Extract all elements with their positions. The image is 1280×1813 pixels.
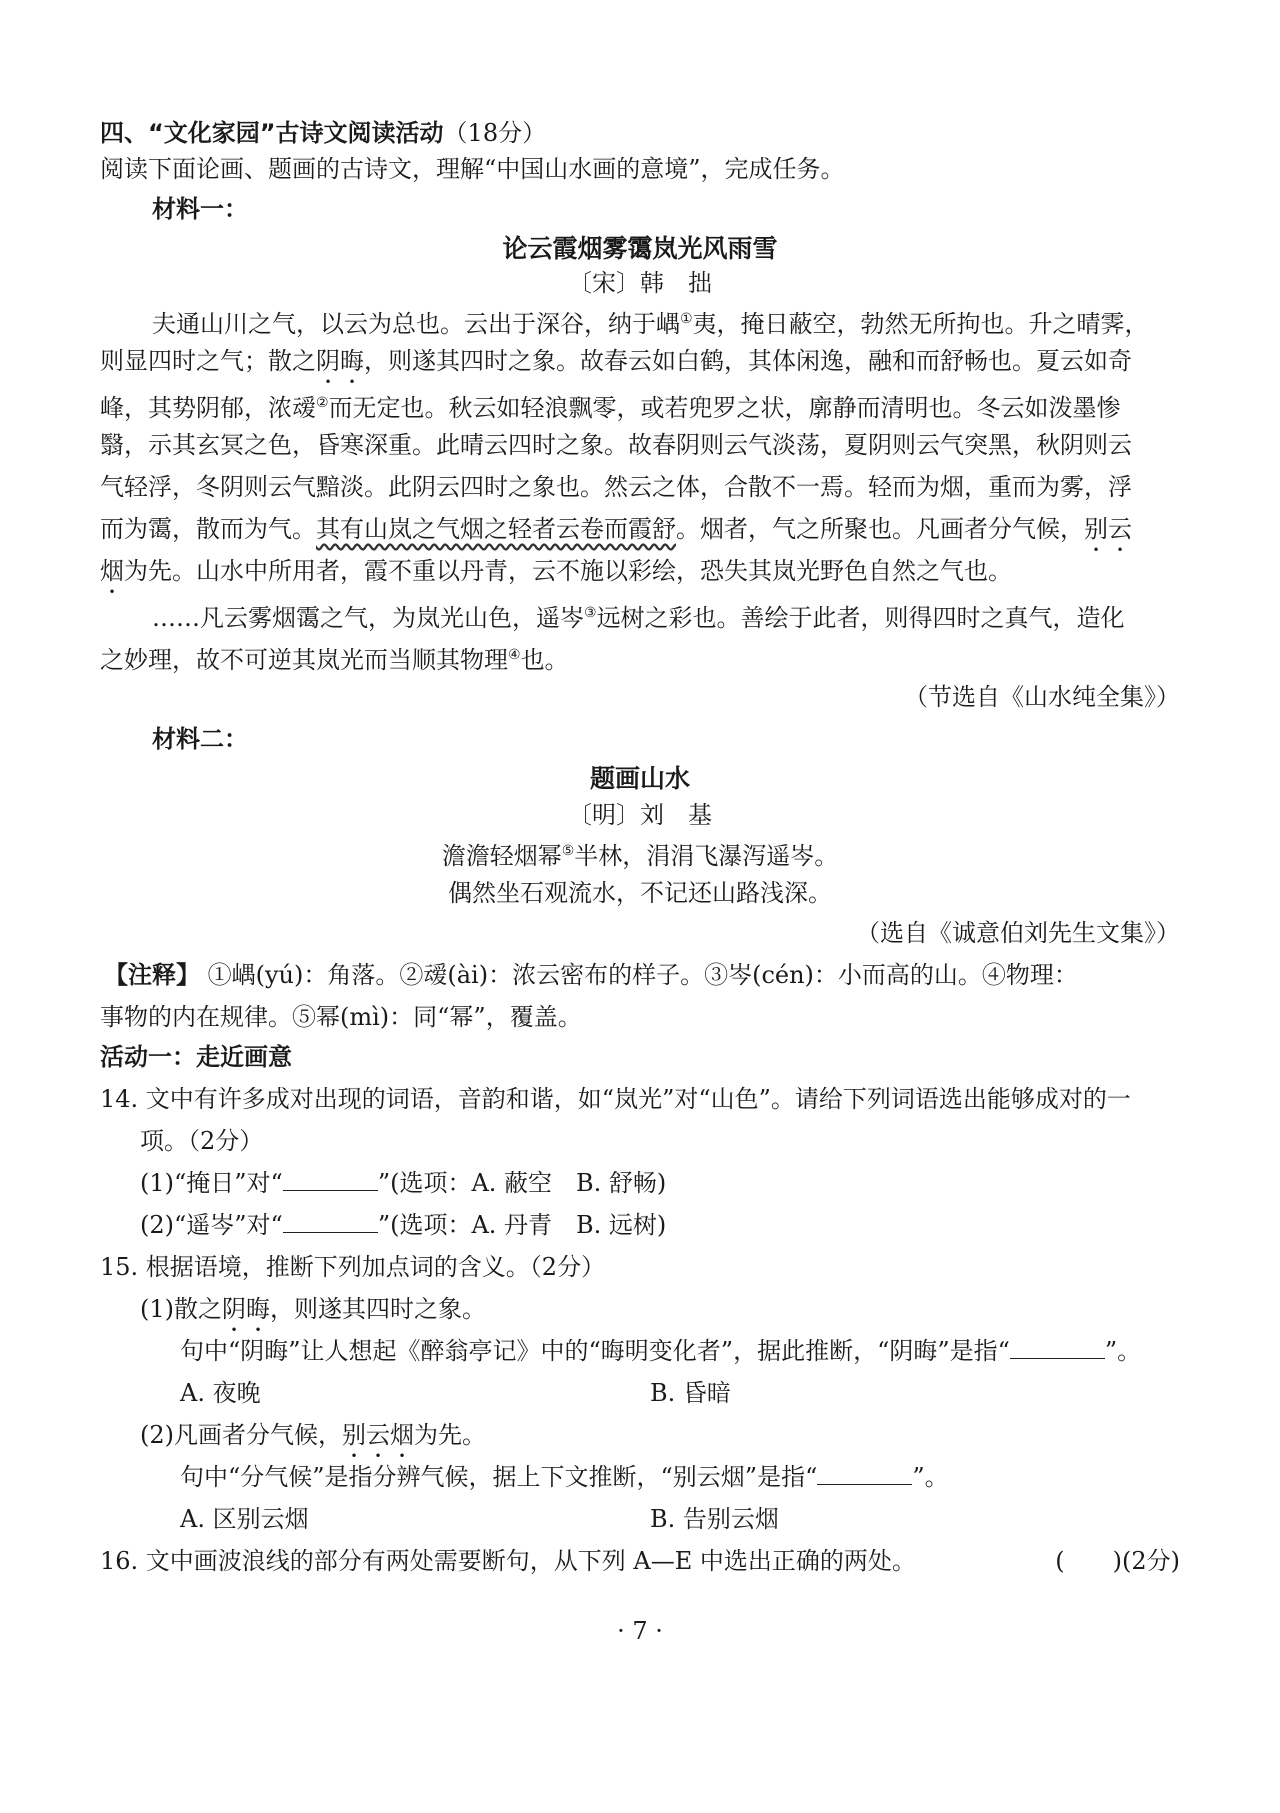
text-run: 之妙理，故不可逆其岚光而当顺其物理	[100, 646, 508, 674]
section-heading-text: 四、“文化家园”古诗文阅读活动	[100, 119, 444, 147]
text-run: ，则遂其四时之象。故春云如白鹤，其体闲逸，融和而舒畅也。夏云如奇	[364, 347, 1132, 375]
material1-title: 论云霞烟雾霭岚光风雨雪	[502, 234, 778, 263]
notes-label: 【注释】	[104, 961, 200, 989]
answer-blank[interactable]	[1010, 1336, 1105, 1359]
answer-blank[interactable]	[283, 1210, 378, 1233]
q15-stem: 15. 根据语境，推断下列加点词的含义。（2分）	[100, 1253, 606, 1281]
text-run: (1)散之	[140, 1295, 222, 1323]
notes-line-1	[104, 958, 1078, 992]
q15-sub2-option-a[interactable]: A. 区别云烟	[180, 1505, 309, 1533]
material1-label: 材料一：	[152, 195, 248, 223]
poem-line-1	[0, 834, 1280, 873]
footnote-mark: ③	[584, 605, 597, 621]
notes-text: ①嵎(yú)：角落。②叆(ài)：浓云密布的样子。③岑(cén)：小而高的山。④物理：	[207, 961, 1078, 989]
q15-sub1-option-b[interactable]: B. 昏暗	[650, 1379, 731, 1407]
text-run: ……凡云雾烟霭之气，为岚光山色，遥岑	[152, 604, 584, 632]
dotted-word: 阴晦	[222, 1295, 270, 1323]
text-run: 句中“阴晦”让人想起《醉翁亭记》中的“晦明变化者”，据此推断，“阴晦”是指“	[180, 1337, 1010, 1365]
text-run: 而为霭，散而为气。	[100, 515, 316, 543]
text-run: 峰，其势阴郁，浓叆	[100, 394, 316, 422]
q16-stem: 16. 文中画波浪线的部分有两处需要断句，从下列 A—E 中选出正确的两处。	[100, 1547, 916, 1575]
text-run: 夷，掩日蔽空，勃然无所拘也。升之晴霁，	[692, 310, 1149, 338]
answer-blank[interactable]	[283, 1168, 378, 1191]
text-run: 。烟者，气之所聚也。凡画者分气候，	[676, 515, 1084, 543]
text-run: 半林，涓涓飞瀑泻遥岑。	[574, 842, 839, 870]
material1-line	[100, 344, 1132, 389]
text-run: 翳，示其玄冥之色，昏寒深重。此晴云四时之象。故春阴则云气淡荡，夏阴则云气突黑，秋阴则云	[100, 431, 1132, 459]
wavy-underlined-text: 其有山岚之气烟之轻者云卷而霞舒	[316, 515, 676, 543]
text-run: (2)凡画者分气候，	[140, 1421, 342, 1449]
dotted-word: 阴晦	[316, 347, 364, 375]
text-run: 为先。	[414, 1421, 486, 1449]
text-run: (2)“遥岑”对“	[140, 1211, 283, 1239]
text-run: ，则遂其四时之象。	[270, 1295, 486, 1323]
q14-sub1	[140, 1166, 666, 1200]
notes-line-2: 事物的内在规律。⑤幂(mì)：同“幂”，覆盖。	[100, 1003, 582, 1031]
q14-stem-cont: 项。（2分）	[140, 1127, 264, 1155]
material2-author: 〔明〕刘 基	[568, 801, 712, 829]
q14-stem: 14. 文中有许多成对出现的词语，音韵和谐，如“岚光”对“山色”。请给下列词语选出能够成对的一	[100, 1085, 1131, 1113]
material1-line	[100, 386, 1121, 425]
activity1-label: 活动一：走近画意	[100, 1043, 292, 1071]
footnote-mark: ④	[508, 647, 521, 663]
material1-line	[100, 554, 1012, 599]
footnote-mark: ①	[680, 311, 693, 327]
page-number: · 7 ·	[617, 1617, 663, 1645]
dotted-word: 别云	[1084, 515, 1132, 543]
text-run: (1)“掩日”对“	[140, 1169, 283, 1197]
material1-source: （节选自《山水纯全集》）	[904, 683, 1180, 711]
q15-sub1-option-a[interactable]: A. 夜晚	[180, 1379, 261, 1407]
q14-sub2	[140, 1208, 666, 1242]
q15-sub1	[140, 1292, 486, 1337]
material1-line	[100, 638, 569, 677]
q16-score: ( )(2分)	[1055, 1547, 1180, 1575]
section-instruction: 阅读下面论画、题画的古诗文，理解“中国山水画的意境”，完成任务。	[100, 155, 845, 183]
text-run: ”(选项：A. 蔽空 B. 舒畅)	[377, 1169, 667, 1197]
q15-sub2	[140, 1418, 486, 1463]
footnote-mark: ②	[316, 395, 329, 411]
footnote-mark: ⑤	[561, 843, 575, 859]
material1-line	[100, 512, 1132, 557]
dotted-word: 别云烟	[342, 1421, 414, 1449]
text-run: 则显四时之气；散之	[100, 347, 316, 375]
material1-line	[152, 302, 1149, 341]
text-run: ”。	[1104, 1337, 1142, 1365]
text-run: 远树之彩也。善绘于此者，则得四时之真气，造化	[596, 604, 1125, 632]
material1-line	[100, 470, 1132, 504]
q15-sub1-question	[180, 1334, 1141, 1368]
material2-source: （选自《诚意伯刘先生文集》）	[856, 919, 1180, 947]
poem-line-2: 偶然坐石观流水，不记还山路浅深。	[448, 879, 832, 907]
section-score: （18分）	[443, 119, 547, 147]
text-run: ”。	[912, 1463, 949, 1491]
section-heading	[100, 116, 546, 150]
text-run: 澹澹轻烟幂	[441, 842, 562, 870]
material1-line	[152, 596, 1125, 635]
text-run: 气轻浮，冬阴则云气黯淡。此阴云四时之象也。然云之体，合散不一焉。轻而为烟，重而为雾，浮	[100, 473, 1132, 501]
text-run: 而无定也。秋云如轻浪飘零，或若兜罗之状，廓静而清明也。冬云如泼墨惨	[328, 394, 1121, 422]
text-run: ”(选项：A. 丹青 B. 远树)	[377, 1211, 667, 1239]
text-run: 句中“分气候”是指分辨气候，据上下文推断，“别云烟”是指“	[180, 1463, 818, 1491]
material1-line	[100, 428, 1132, 462]
dotted-word: 烟	[100, 557, 124, 585]
q15-sub2-question	[180, 1460, 949, 1494]
text-run: 也。	[520, 646, 569, 674]
material1-author: 〔宋〕韩 拙	[568, 269, 712, 297]
text-run: 为先。山水中所用者，霞不重以丹青，云不施以彩绘，恐失其岚光野色自然之气也。	[124, 557, 1012, 585]
q15-sub2-option-b[interactable]: B. 告别云烟	[650, 1505, 779, 1533]
text-run: 夫通山川之气，以云为总也。云出于深谷，纳于嵎	[152, 310, 680, 338]
material2-label: 材料二：	[152, 725, 248, 753]
answer-blank[interactable]	[817, 1462, 912, 1485]
material2-title: 题画山水	[589, 764, 690, 793]
